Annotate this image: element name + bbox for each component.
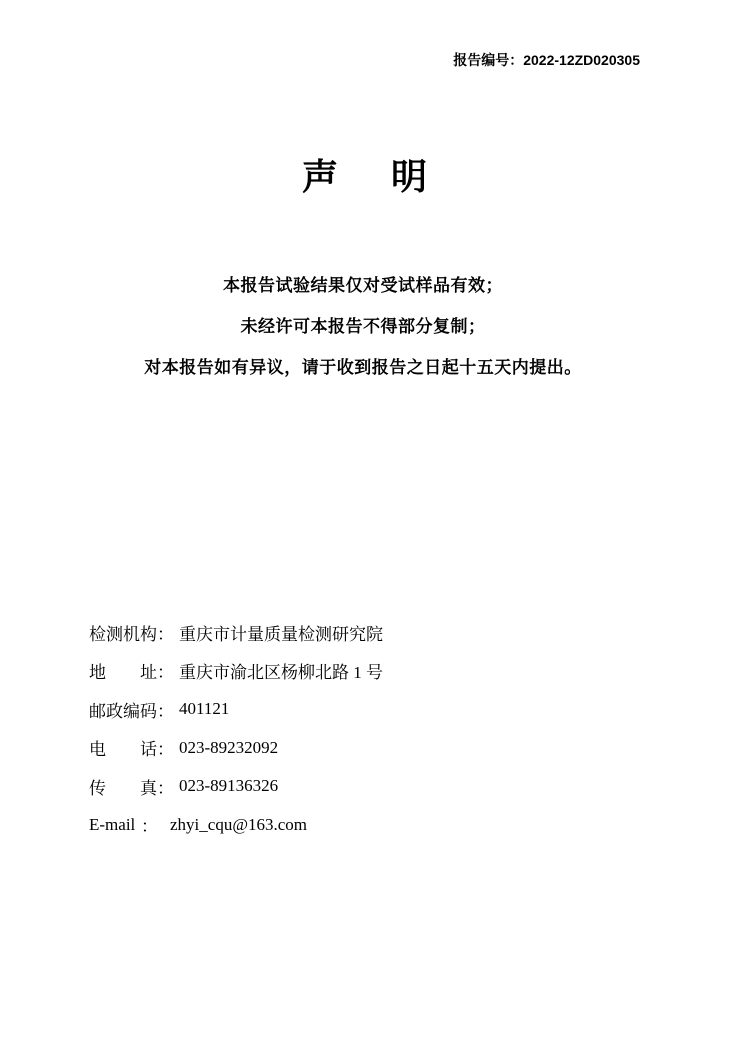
contact-row-institution [89,613,383,652]
contact-label: 传真 [89,778,157,798]
contact-value: 023-89232092 [179,737,279,757]
contact-row-fax [89,767,383,806]
contact-colon: ： [157,701,174,721]
statement-line-1: 本报告试验结果仅对受试样品有效； [223,276,503,295]
contact-info-block [89,613,383,844]
contact-value: 023-89136326 [179,776,279,796]
statement-line-3: 对本报告如有异议，请于收到报告之日起十五天内提出。 [144,358,582,377]
report-number: 报告编号：2022-12ZD020305 [453,52,640,68]
contact-label: E-mail [89,814,136,834]
contact-value: 重庆市计量质量检测研究院 [179,624,383,644]
contact-colon: ： [141,817,158,837]
declaration-statements [0,265,726,388]
contact-colon: ： [157,778,174,798]
contact-colon: ： [157,624,174,644]
contact-row-email [89,806,383,845]
contact-value: zhyi_cqu@163.com [170,814,307,834]
contact-value: 401121 [179,699,230,719]
contact-colon: ： [157,663,174,683]
contact-row-phone [89,729,383,768]
contact-row-postcode [89,690,383,729]
contact-label: 地址 [89,663,157,683]
page-title: 声 明 [301,157,428,197]
contact-colon: ： [157,740,174,760]
contact-label: 邮政编码 [89,701,157,721]
contact-label: 检测机构 [89,624,157,644]
contact-value: 重庆市渝北区杨柳北路 1 号 [179,663,383,683]
contact-label: 电话 [89,740,157,760]
contact-row-address [89,652,383,691]
statement-line-2: 未经许可本报告不得部分复制； [240,317,486,336]
